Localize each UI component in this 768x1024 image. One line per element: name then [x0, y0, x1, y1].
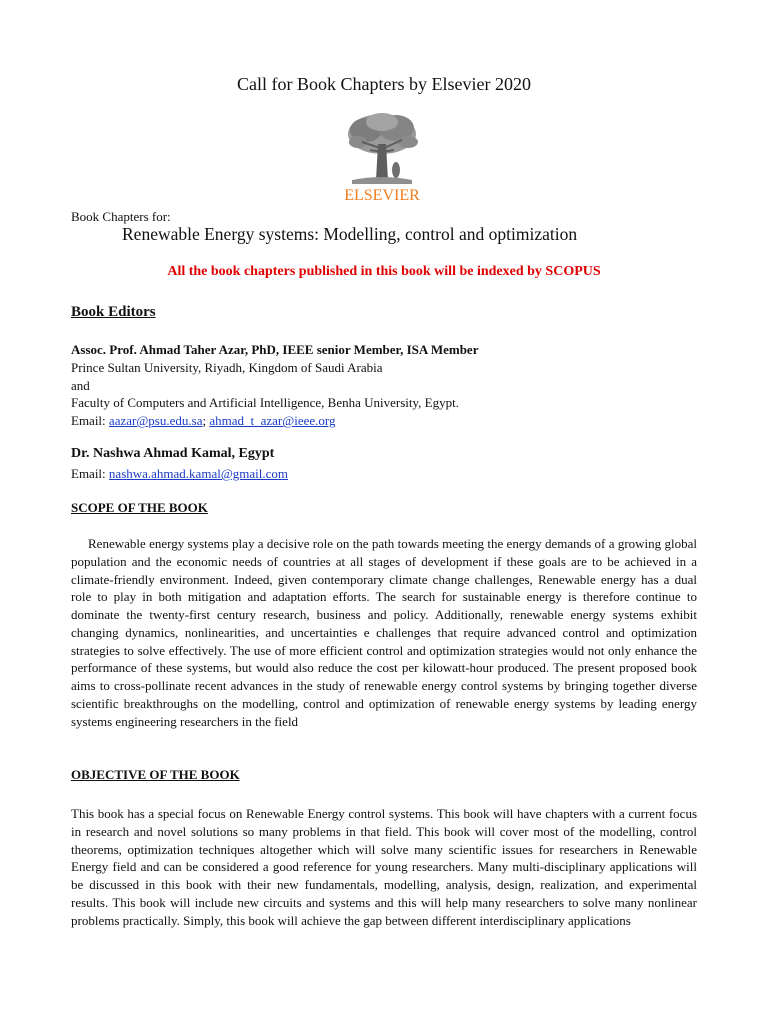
- editor1-affiliation1: Prince Sultan University, Riyadh, Kingdom of Saudi Arabia: [71, 359, 383, 375]
- scope-heading: SCOPE OF THE BOOK: [71, 500, 208, 515]
- elsevier-logo: [332, 108, 432, 204]
- editor2-name: Dr. Nashwa Ahmad Kamal, Egypt: [71, 446, 275, 461]
- editor1-email2-link[interactable]: ahmad_t_azar@ieee.org: [209, 413, 336, 429]
- editor2-email-link[interactable]: nashwa.ahmad.kamal@gmail.com: [108, 466, 289, 481]
- editors-heading: Book Editors: [71, 304, 156, 320]
- editor1-name: Assoc. Prof. Ahmad Taher Azar, PhD, IEEE senior Member, ISA Member: [71, 342, 479, 357]
- book-chapters-label: Book Chapters for:: [71, 209, 171, 224]
- tree-icon: [348, 113, 418, 184]
- logo-wordmark: ELSEVIER: [344, 187, 420, 204]
- page-title: Call for Book Chapters by Elsevier 2020: [237, 74, 531, 94]
- editor1-block: [71, 341, 711, 430]
- editor1-affiliation2: Faculty of Computers and Artificial Intelligence, Benha University, Egypt.: [71, 395, 459, 411]
- scope-paragraph: Renewable energy systems play a decisive role on the path towards meeting the energy demands of a growing global population and the economic needs of countries at all stages of development if these goals are to be achieved in a climate-friendly environment. Indeed, given contemporary climate change challenges, Renewable energy has a dual role to play in both mitigation and adaptation efforts. The search for sustainable energy is therefore continue to dominate the twenty-first century research, business and policy. Additionally, renewable energy systems exhibit changing dynamics, nonlinearities, and uncertainties e challenges that require advanced control and optimization strategies to solve effectively. The use of more efficient control and optimization strategies would not only enhance the performance of these systems, but would also reduce the cost per kilowatt-hour produced. The present proposed book aims to cross-pollinate recent advances in the study of renewable energy control systems by bringing together diverse scientific breakthroughs on the modelling, control and optimization of renewable energy systems by leading energy systems engineering researchers in the field: [71, 536, 697, 729]
- editor2-email-line: [71, 465, 288, 483]
- objective-heading: OBJECTIVE OF THE BOOK: [71, 767, 240, 782]
- objective-paragraph: This book has a special focus on Renewable Energy control systems. This book will have chapters with a current focus in research and novel solutions so many problems in that field. This book will cover most of the modelling, control theorems, optimization techniques altogether which will solve many scientific issues for researchers in Renewable Energy field and can be considered a good reference for young researchers. Many multi-disciplinary applications will be discussed in this book with their new fundamentals, modelling, analysis, design, realization, and experimental results. This book will include new circuits and systems and this will help many researchers to solve many nonlinear problems practically. Simply, this book will achieve the gap between different interdisciplinary applications: [71, 806, 697, 928]
- editor1-email1-link[interactable]: aazar@psu.edu.sa: [108, 413, 203, 429]
- scopus-notice: All the book chapters published in this book will be indexed by SCOPUS: [167, 264, 601, 279]
- email-separator: ;: [202, 413, 207, 429]
- editor1-and: and: [71, 377, 90, 393]
- editor1-email-line: [71, 412, 711, 430]
- email-label: Email:: [71, 413, 106, 429]
- email-label: Email:: [71, 466, 106, 481]
- book-title: Renewable Energy systems: Modelling, control and optimization: [122, 224, 578, 244]
